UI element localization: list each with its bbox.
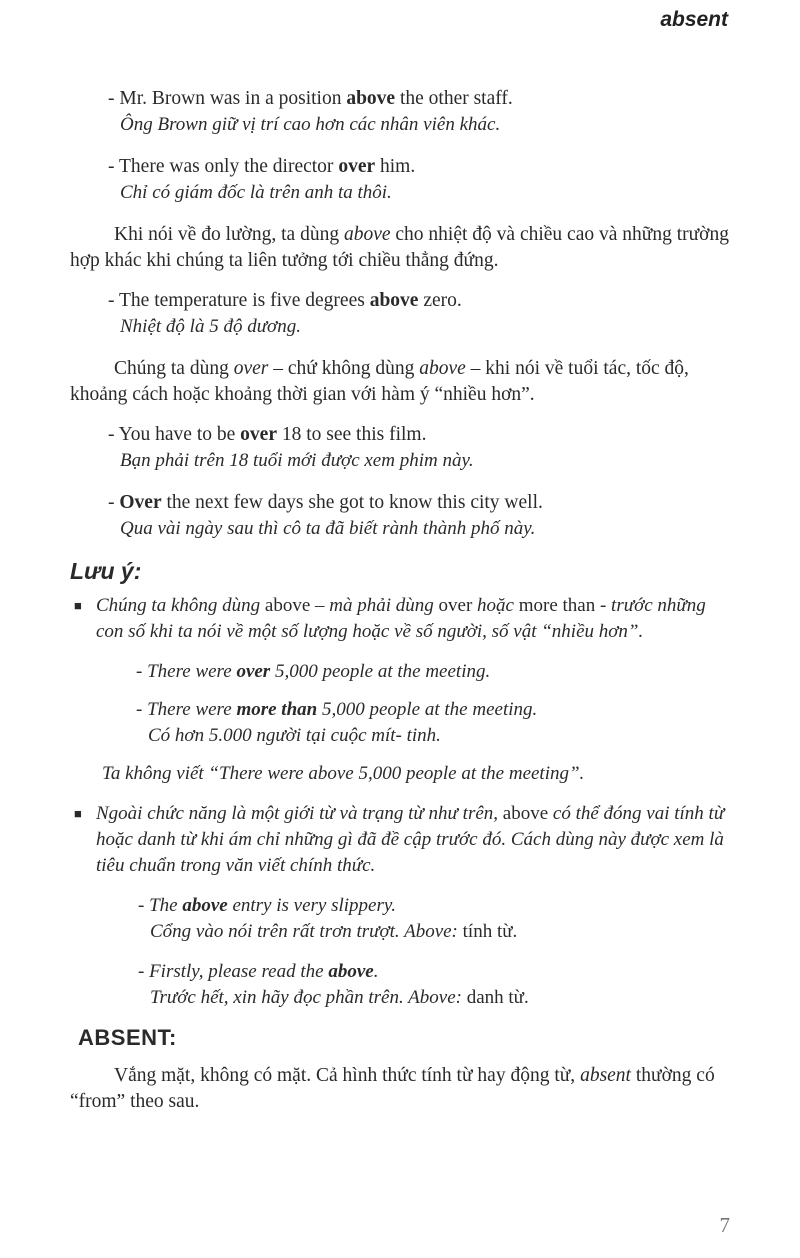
text: tính từ. — [462, 921, 518, 942]
example-block — [138, 893, 730, 945]
text: danh từ. — [466, 987, 529, 1008]
example-translation: Ông Brown giữ vị trí cao hơn các nhân viên khác. — [120, 114, 501, 135]
example-english — [108, 422, 730, 448]
keyword: more than — [518, 595, 596, 616]
text: - There was only the director — [108, 156, 339, 177]
example-translation: Có hơn 5.000 người tại cuộc mít- tinh. — [148, 725, 441, 746]
text: Cổng vào nói trên rất trơn trượt. Above: — [150, 921, 463, 942]
text: hoặc — [472, 595, 519, 616]
example-translation: Bạn phải trên 18 tuổi mới được xem phim này. — [120, 450, 474, 471]
example-english — [136, 697, 730, 723]
text: có thể đóng vai tính từ hoặc danh từ khi ám chỉ những gì đã đề cập trước đó. Cách dùng này được xem là tiêu chuẩn trong văn viết chính thức. — [96, 803, 725, 876]
keyword: above — [328, 961, 374, 982]
text: - trước những con số khi ta nói về một số lượng hoặc về số người, số vật “nhiều hơn”. — [96, 595, 706, 642]
text: him. — [375, 156, 416, 177]
keyword: above — [264, 595, 311, 616]
keyword: above — [346, 88, 396, 109]
note-bullet — [70, 801, 730, 879]
example-block — [108, 490, 730, 542]
text: Chúng ta không dùng — [96, 595, 265, 616]
example-block — [138, 959, 730, 1011]
text: – chứ không dùng — [268, 358, 420, 379]
keyword: above — [502, 803, 549, 824]
example-english — [138, 959, 730, 985]
example-translation: Chỉ có giám đốc là trên anh ta thôi. — [120, 182, 392, 203]
text: Vắng mặt, không có mặt. Cả hình thức tính từ hay động từ, — [114, 1065, 581, 1086]
example-translation: Qua vài ngày sau thì cô ta đã biết rành thành phố này. — [120, 518, 536, 539]
example-block — [108, 154, 730, 206]
text: - Firstly, please read the — [138, 961, 329, 982]
example-block — [136, 697, 730, 749]
paragraph-absent — [70, 1063, 730, 1115]
example-translation — [138, 919, 730, 945]
bullet-square-icon: ■ — [74, 598, 82, 613]
keyword: over — [240, 424, 277, 445]
keyword: absent — [580, 1065, 631, 1086]
text: Ngoài chức năng là một giới từ và trạng từ như trên, — [96, 803, 503, 824]
text: Chúng ta dùng — [114, 358, 234, 379]
keyword: over — [338, 156, 376, 177]
text: cho nhiệt độ và chiều cao và những trường hợp khác khi chúng ta liên tưởng tới chiều thẳng đứng. — [70, 224, 729, 271]
text: - There were — [136, 699, 237, 720]
keyword: over — [236, 661, 271, 682]
note-remark: Ta không viết “There were above 5,000 people at the meeting”. — [102, 763, 585, 784]
example-block — [108, 86, 730, 138]
text: Trước hết, xin hãy đọc phần trên. Above: — [150, 987, 467, 1008]
keyword: above — [343, 224, 391, 245]
example-block — [136, 659, 730, 685]
text: - You have to be — [108, 424, 241, 445]
text: 5,000 people at the meeting. — [317, 699, 538, 720]
example-english — [138, 893, 730, 919]
text: entry is very slippery. — [227, 895, 397, 916]
page-content — [70, 86, 730, 1129]
example-translation: Nhiệt độ là 5 độ dương. — [120, 316, 301, 337]
keyword: more than — [236, 699, 318, 720]
paragraph-age-speed — [70, 356, 730, 408]
example-english — [136, 659, 730, 685]
section-heading: ABSENT: — [78, 1025, 177, 1050]
text: thường có “from” theo sau. — [70, 1065, 715, 1112]
example-english — [108, 154, 730, 180]
example-english — [108, 86, 730, 112]
text: - There were — [136, 661, 237, 682]
note-bullet — [70, 593, 730, 645]
keyword: above — [369, 290, 419, 311]
text: - The temperature is five degrees — [108, 290, 370, 311]
text: . — [373, 961, 379, 982]
keyword: over — [438, 595, 473, 616]
example-translation — [138, 985, 730, 1011]
keyword: Over — [119, 492, 162, 513]
running-title: absent — [660, 8, 728, 31]
example-block — [108, 288, 730, 340]
text: – mà phải dùng — [310, 595, 439, 616]
text: - The — [138, 895, 183, 916]
text: - — [108, 492, 120, 513]
keyword: above — [182, 895, 228, 916]
text: the other staff. — [395, 88, 513, 109]
keyword: over — [233, 358, 269, 379]
example-english — [108, 490, 730, 516]
note-heading: Lưu ý: — [70, 558, 142, 584]
text: 18 to see this film. — [276, 424, 427, 445]
bullet-square-icon: ■ — [74, 806, 82, 821]
keyword: above — [419, 358, 466, 379]
text: 5,000 people at the meeting. — [270, 661, 491, 682]
text: - Mr. Brown was in a position — [108, 88, 347, 109]
text: zero. — [418, 290, 462, 311]
page-number: 7 — [719, 1213, 730, 1237]
paragraph-measurement — [70, 222, 730, 274]
text: – khi nói về tuổi tác, tốc độ, khoảng cách hoặc khoảng thời gian với hàm ý “nhiều hơn”. — [70, 358, 689, 405]
text: Khi nói về đo lường, ta dùng — [114, 224, 344, 245]
example-english — [108, 288, 730, 314]
text: the next few days she got to know this city well. — [161, 492, 543, 513]
example-block — [108, 422, 730, 474]
